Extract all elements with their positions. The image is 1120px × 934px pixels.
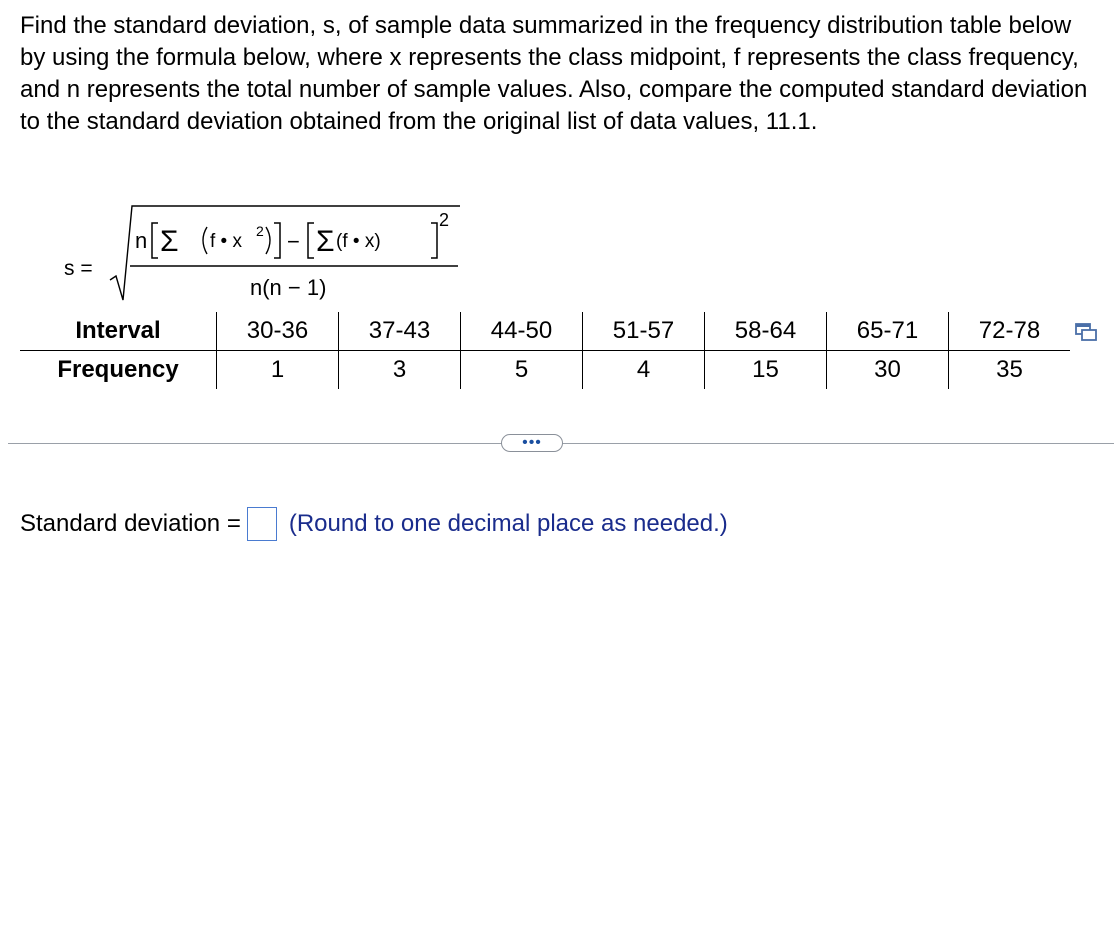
standard-deviation-input[interactable] — [247, 507, 277, 541]
formula-fx2: f • x — [210, 231, 242, 252]
formula-fx: (f • x) — [336, 231, 381, 252]
close-bracket-2 — [431, 223, 437, 258]
question-text: Find the standard deviation, s, of sample data summarized in the frequency distribution table below by using the formula below, where x represents the class midpoint, f represents the class frequency, and n represents the total number of sample values. Also, compare the computed standard deviation to the standard deviation obtained from the original list of data values, 11.1. — [20, 12, 1088, 135]
formula-sigma-1: Σ — [160, 225, 179, 258]
interval-cell: 65-71 — [827, 312, 949, 351]
interval-row — [20, 312, 1070, 351]
frequency-cell: 15 — [705, 351, 827, 390]
interval-cell: 37-43 — [339, 312, 461, 351]
formula-sigma-2: Σ — [316, 225, 335, 258]
formula-inner-exp: 2 — [256, 223, 264, 239]
copy-icon-svg — [1074, 322, 1098, 344]
frequency-cell: 1 — [217, 351, 339, 390]
answer-row — [20, 504, 728, 544]
formula-n: n — [135, 228, 148, 253]
formula-svg — [0, 196, 480, 306]
interval-cell: 30-36 — [217, 312, 339, 351]
frequency-cell: 30 — [827, 351, 949, 390]
interval-cell: 58-64 — [705, 312, 827, 351]
open-paren — [203, 227, 207, 254]
open-bracket-2 — [308, 223, 314, 258]
formula-minus: − — [287, 229, 300, 254]
close-paren — [266, 227, 270, 254]
copy-icon[interactable] — [1074, 322, 1098, 344]
frequency-cell: 3 — [339, 351, 461, 390]
frequency-row — [20, 351, 1070, 390]
frequency-table — [20, 312, 1070, 389]
interval-cell: 51-57 — [583, 312, 705, 351]
open-bracket-1 — [152, 223, 158, 258]
rounding-hint: (Round to one decimal place as needed.) — [288, 510, 728, 537]
interval-cell: 44-50 — [461, 312, 583, 351]
close-bracket-1 — [274, 223, 280, 258]
answer-label: Standard deviation = — [20, 510, 241, 537]
expand-more-button[interactable]: ••• — [501, 434, 563, 452]
interval-cell: 72-78 — [949, 312, 1071, 351]
frequency-cell: 35 — [949, 351, 1071, 390]
frequency-cell: 5 — [461, 351, 583, 390]
interval-header: Interval — [20, 312, 217, 351]
frequency-header: Frequency — [57, 356, 179, 383]
frequency-cell: 4 — [583, 351, 705, 390]
std-dev-formula — [0, 196, 480, 306]
formula-outer-exp: 2 — [439, 210, 450, 230]
formula-denominator: n(n − 1) — [250, 275, 327, 300]
formula-lhs: s = — [64, 257, 93, 280]
